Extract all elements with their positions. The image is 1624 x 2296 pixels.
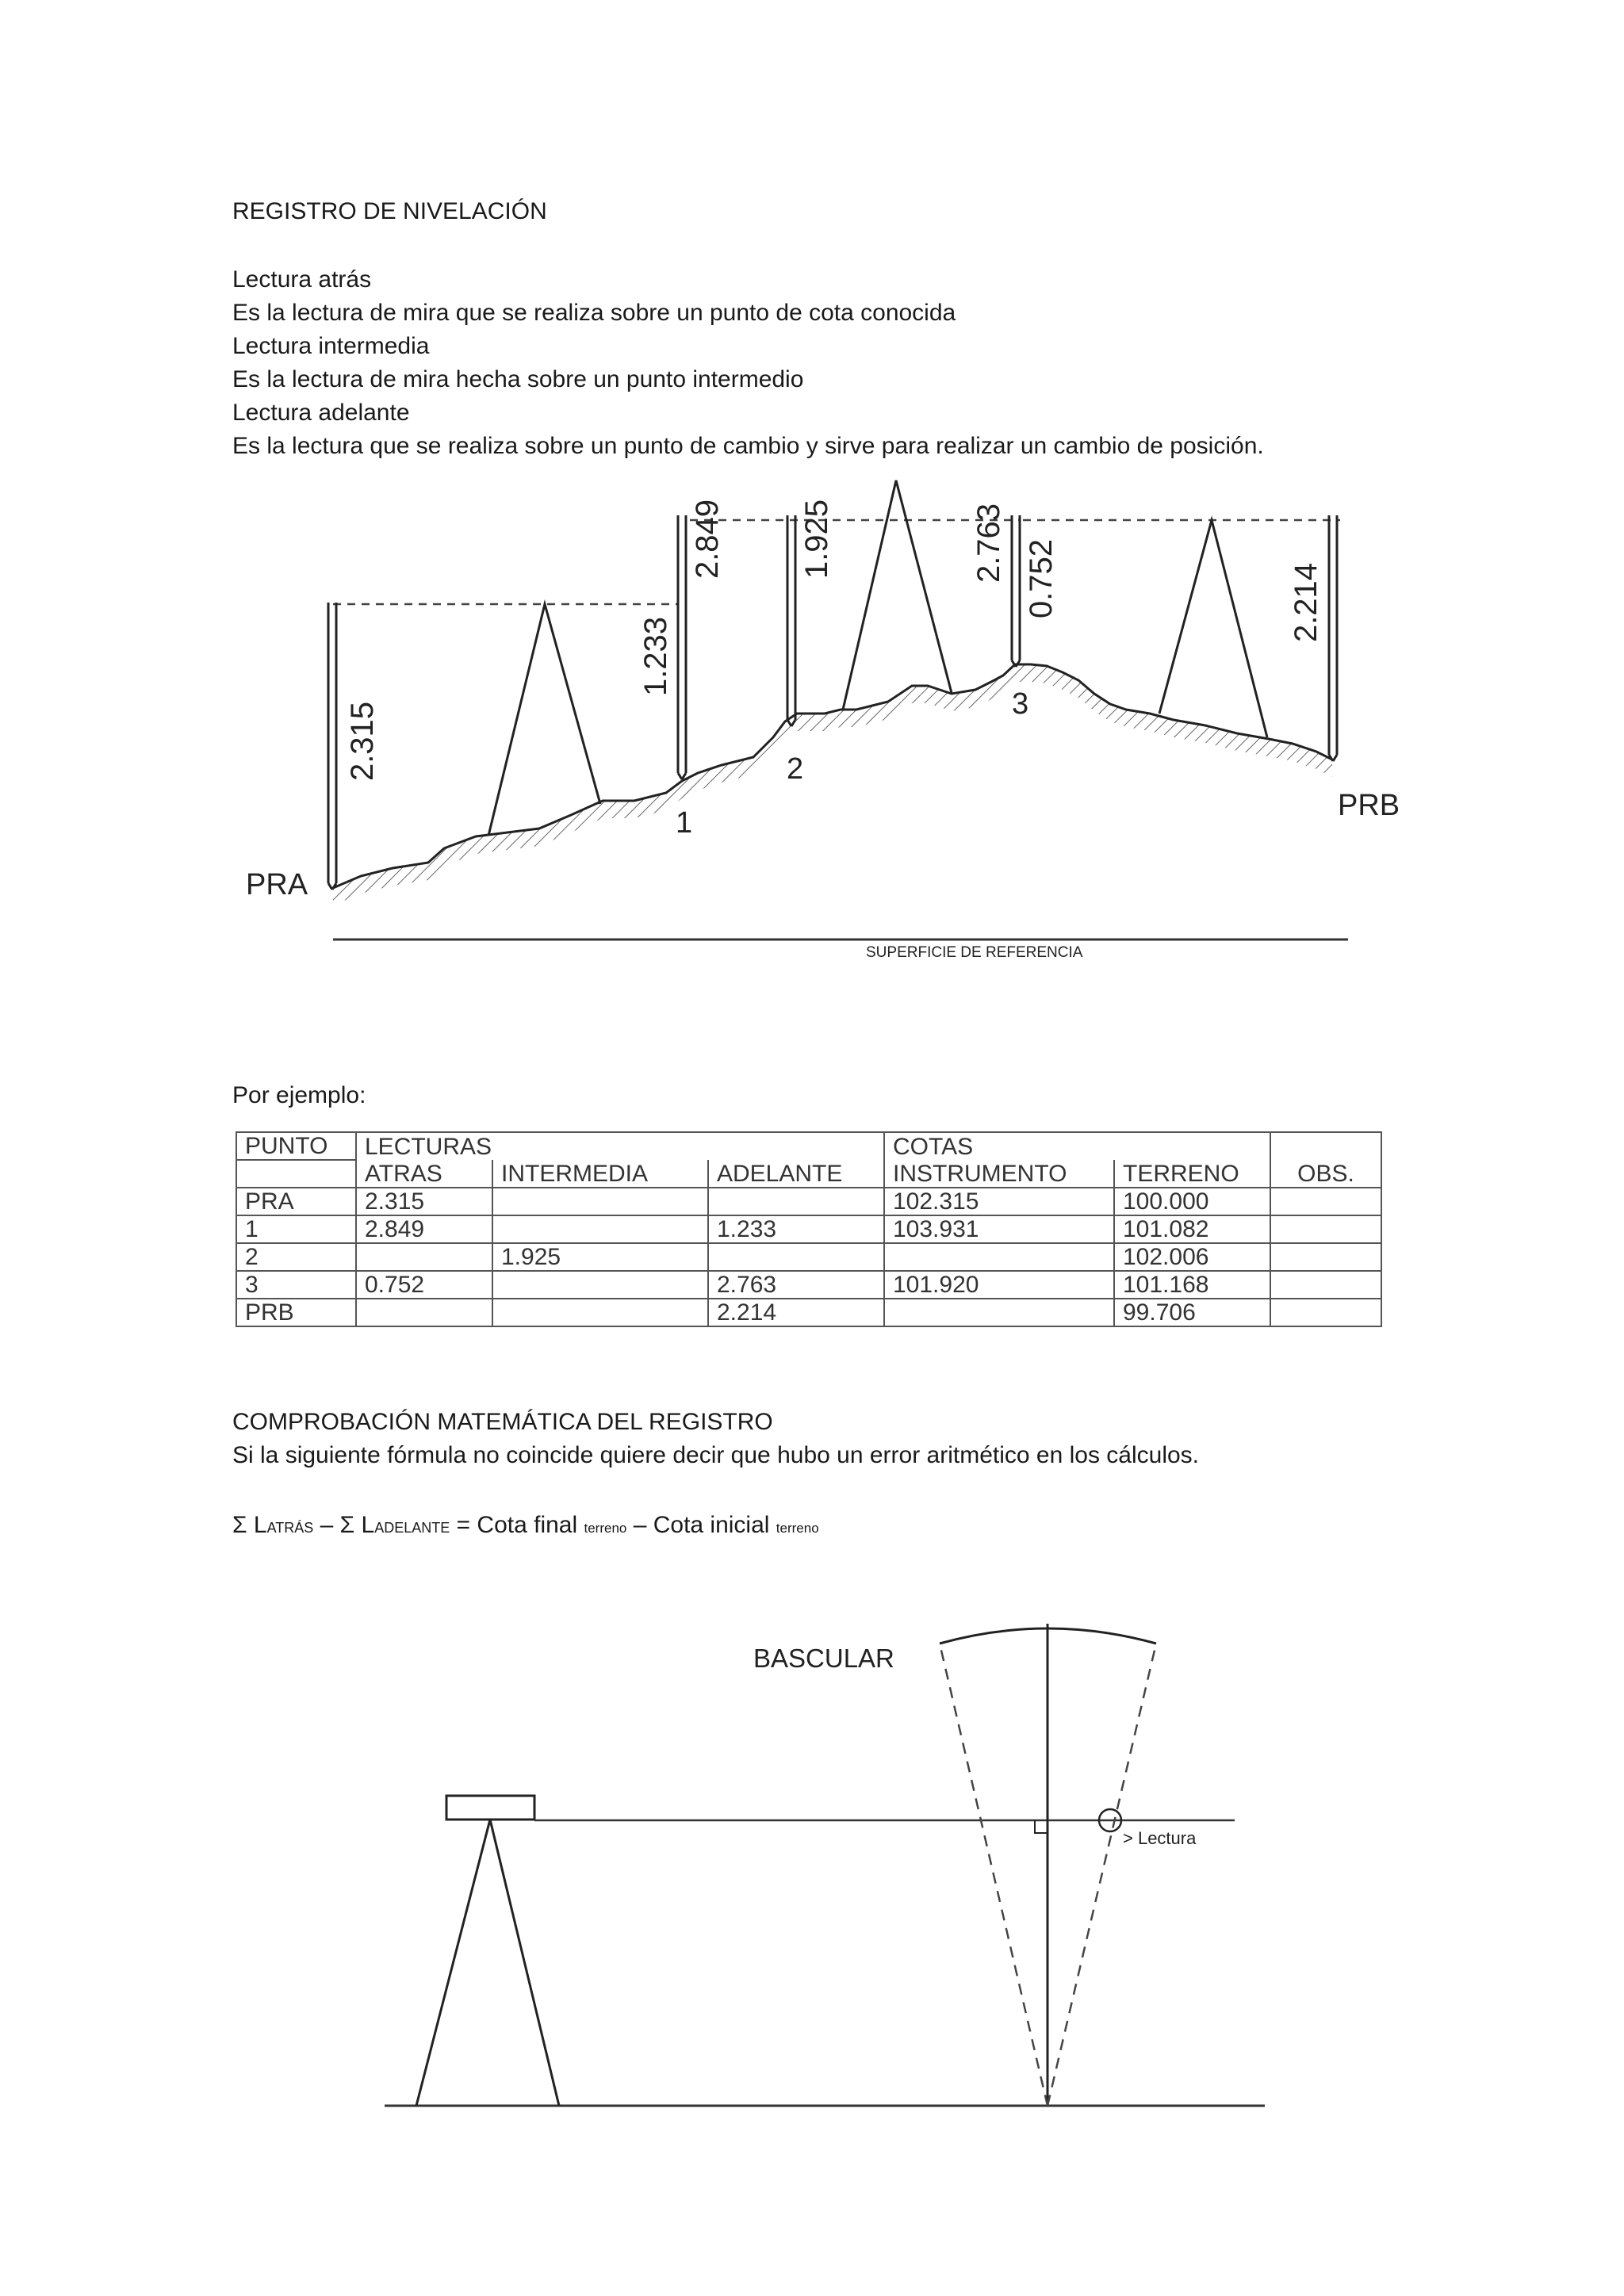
lectura-label: > Lectura [1123, 1828, 1197, 1848]
definition-text-intermedia: Es la lectura de mira hecha sobre un punto intermedio [232, 366, 804, 392]
header-obs: OBS. [1270, 1160, 1381, 1188]
cell-terreno: 100.000 [1114, 1188, 1270, 1215]
cell-instrumento [884, 1299, 1114, 1326]
header-obs-top [1270, 1132, 1381, 1160]
header-cotas: COTAS [884, 1132, 1270, 1160]
cell-intermedia: 1.925 [492, 1243, 708, 1271]
cell-intermedia [492, 1215, 708, 1243]
point-label-pra: PRA [246, 868, 308, 901]
cell-atras [356, 1299, 492, 1326]
staff-pra [328, 603, 336, 890]
header-punto-blank [236, 1160, 356, 1188]
levelling-profile-diagram [0, 468, 1624, 991]
instrument-station-1 [488, 604, 600, 836]
formula-sigma-adelante: – Σ L [313, 1512, 375, 1538]
example-label: Por ejemplo: [232, 1082, 366, 1108]
cell-punto: 2 [236, 1243, 356, 1271]
header-punto: PUNTO [236, 1132, 356, 1160]
tripod [416, 1820, 559, 2106]
reading-1-back: 2.849 [690, 499, 725, 580]
table-header-row-2 [236, 1160, 1381, 1188]
cell-punto: 1 [236, 1215, 356, 1243]
cell-atras [356, 1243, 492, 1271]
check-heading: COMPROBACIÓN MATEMÁTICA DEL REGISTRO [232, 1409, 773, 1435]
point-label-1: 1 [676, 806, 693, 840]
header-lecturas: LECTURAS [356, 1132, 884, 1160]
levelling-register-table [236, 1131, 1382, 1327]
formula-sigma-atras: Σ L [232, 1512, 267, 1538]
table-row [236, 1299, 1381, 1326]
formula-sub-atras: ATRÁS [266, 1520, 314, 1536]
cell-atras: 2.849 [356, 1215, 492, 1243]
right-angle-marker [1035, 1820, 1048, 1833]
staff-tilt-left [940, 1644, 1048, 2106]
point-label-2: 2 [787, 752, 804, 786]
definition-text-adelante: Es la lectura que se realiza sobre un punto de cambio y sirve para realizar un cambio de posición. [232, 433, 1264, 459]
table-row [236, 1243, 1381, 1271]
table-row [236, 1215, 1381, 1243]
cell-terreno: 101.168 [1114, 1271, 1270, 1299]
cell-adelante [708, 1243, 884, 1271]
reading-prb: 2.214 [1289, 562, 1323, 643]
cell-punto: PRA [236, 1188, 356, 1215]
cell-intermedia [492, 1188, 708, 1215]
reference-surface-label: SUPERFICIE DE REFERENCIA [866, 944, 1083, 961]
cell-obs [1270, 1299, 1381, 1326]
cell-obs [1270, 1215, 1381, 1243]
cell-terreno: 99.706 [1114, 1299, 1270, 1326]
staff-1 [678, 515, 686, 779]
reading-3-fore: 2.763 [971, 503, 1006, 584]
staff-prb [1329, 515, 1337, 761]
cell-adelante: 2.214 [708, 1299, 884, 1326]
definition-term-adelante: Lectura adelante [232, 400, 410, 426]
cell-atras: 0.752 [356, 1271, 492, 1299]
cell-obs [1270, 1188, 1381, 1215]
cell-adelante [708, 1188, 884, 1215]
definition-text-atras: Es la lectura de mira que se realiza sobre un punto de cota conocida [232, 300, 956, 326]
point-label-prb: PRB [1338, 789, 1400, 822]
definition-term-intermedia: Lectura intermedia [232, 333, 430, 359]
cell-punto: PRB [236, 1299, 356, 1326]
definition-term-atras: Lectura atrás [232, 266, 372, 293]
formula-sub-terreno-final: terreno [584, 1521, 627, 1536]
reading-2-intermediate: 1.925 [799, 499, 834, 580]
cell-instrumento: 103.931 [884, 1215, 1114, 1243]
staff-tilt-right [1048, 1644, 1156, 2106]
bascular-diagram [0, 1586, 1624, 2141]
cell-atras: 2.315 [356, 1188, 492, 1215]
cell-adelante: 1.233 [708, 1215, 884, 1243]
table-row [236, 1188, 1381, 1215]
check-formula [232, 1509, 819, 1545]
staff-2 [787, 515, 795, 726]
cell-instrumento: 101.920 [884, 1271, 1114, 1299]
reading-pra: 2.315 [345, 701, 380, 782]
formula-cota-inicial: – Cota inicial [626, 1512, 776, 1538]
formula-sub-terreno-inicial: terreno [776, 1521, 819, 1536]
point-label-3: 3 [1012, 687, 1029, 721]
instrument-station-3 [1159, 520, 1267, 737]
cell-terreno: 102.006 [1114, 1243, 1270, 1271]
cell-adelante: 2.763 [708, 1271, 884, 1299]
formula-sub-adelante: ADELANTE [374, 1520, 450, 1536]
cell-obs [1270, 1271, 1381, 1299]
header-instrumento: INSTRUMENTO [884, 1160, 1114, 1188]
reading-1-fore: 1.233 [638, 616, 673, 697]
staff-3 [1012, 515, 1020, 667]
cell-intermedia [492, 1271, 708, 1299]
cell-intermedia [492, 1299, 708, 1326]
ground-hatching [333, 664, 1332, 905]
header-adelante: ADELANTE [708, 1160, 884, 1188]
header-atras: ATRAS [356, 1160, 492, 1188]
ground-line [333, 664, 1332, 888]
formula-cota-final: = Cota final [450, 1512, 584, 1538]
table-header-row-1 [236, 1132, 1381, 1160]
header-terreno: TERRENO [1114, 1160, 1270, 1188]
cell-instrumento [884, 1243, 1114, 1271]
cell-punto: 3 [236, 1271, 356, 1299]
reading-3-back: 0.752 [1024, 538, 1059, 619]
level-instrument [446, 1796, 534, 1820]
cell-obs [1270, 1243, 1381, 1271]
header-intermedia: INTERMEDIA [492, 1160, 708, 1188]
instrument-station-2 [843, 480, 952, 710]
check-text: Si la siguiente fórmula no coincide quiere decir que hubo un error aritmético en los cálculos. [232, 1442, 1199, 1468]
cell-instrumento: 102.315 [884, 1188, 1114, 1215]
page-title: REGISTRO DE NIVELACIÓN [232, 198, 547, 224]
table-row [236, 1271, 1381, 1299]
bascular-title: BASCULAR [753, 1644, 894, 1673]
cell-terreno: 101.082 [1114, 1215, 1270, 1243]
